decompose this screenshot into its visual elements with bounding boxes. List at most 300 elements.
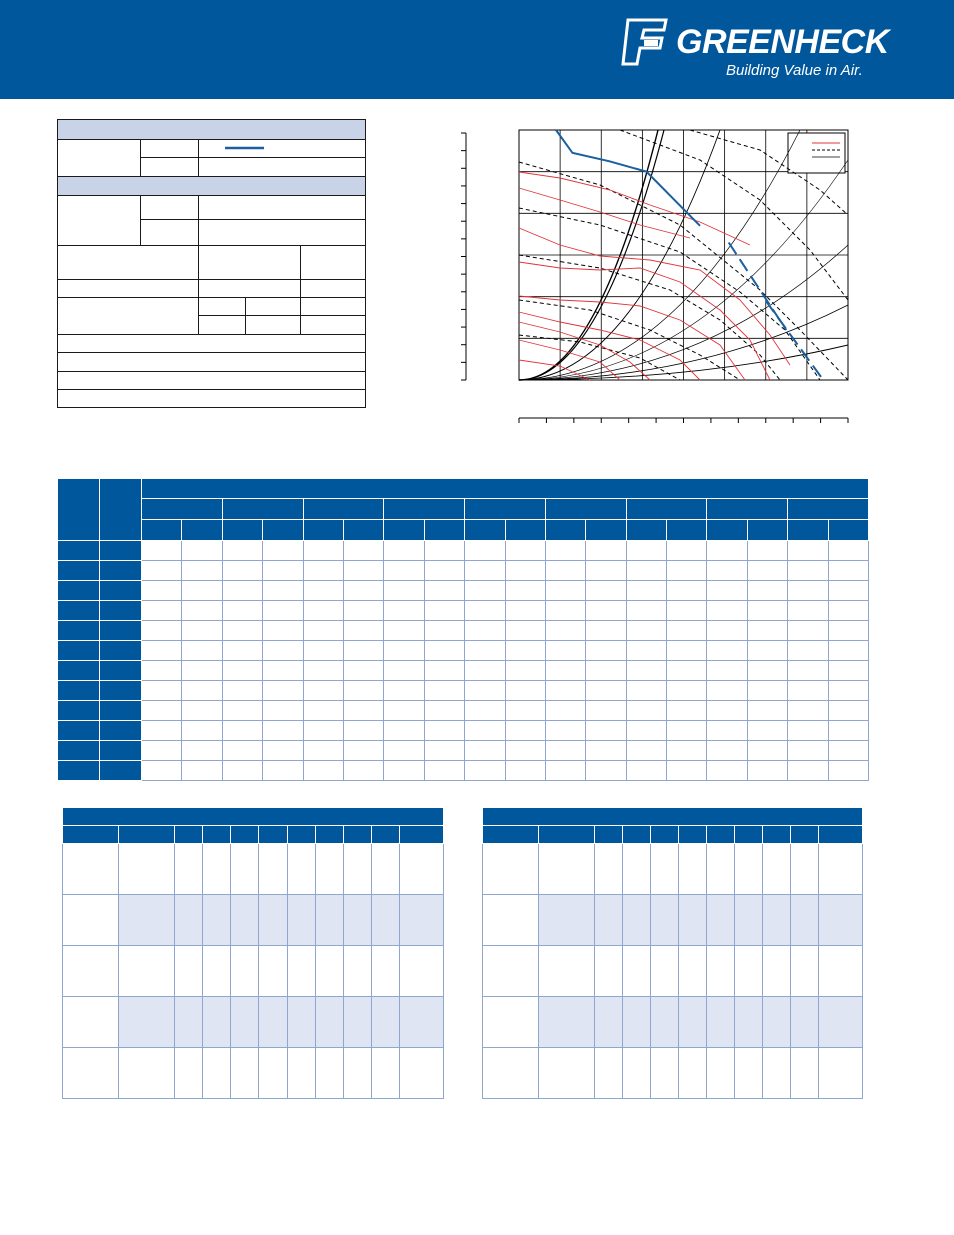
table-cell xyxy=(303,601,343,621)
table-row xyxy=(58,621,869,641)
header-cell xyxy=(384,499,465,520)
header-cell xyxy=(788,499,869,520)
table-cell xyxy=(707,641,747,661)
table-cell xyxy=(142,581,182,601)
table-cell xyxy=(263,621,303,641)
table-cell xyxy=(586,721,626,741)
table-cell xyxy=(222,761,262,781)
header-cell xyxy=(763,826,791,844)
table-cell xyxy=(667,581,707,601)
header-cell xyxy=(222,499,303,520)
table-cell xyxy=(399,1048,443,1099)
table-cell xyxy=(595,895,623,946)
table-cell xyxy=(465,561,505,581)
table-cell xyxy=(505,581,545,601)
table-cell xyxy=(788,761,828,781)
row-header-cell xyxy=(58,601,100,621)
table-cell xyxy=(707,661,747,681)
table-cell xyxy=(424,541,464,561)
table-row xyxy=(63,844,444,895)
header-cell xyxy=(788,520,828,541)
table-cell xyxy=(175,895,203,946)
table-cell xyxy=(707,761,747,781)
row-header-cell xyxy=(58,701,100,721)
chart-fan-curve-dashed xyxy=(519,300,740,380)
table-cell xyxy=(545,581,585,601)
table-cell xyxy=(371,844,399,895)
table-cell xyxy=(545,641,585,661)
table-cell xyxy=(747,601,787,621)
table-cell xyxy=(707,681,747,701)
table-cell xyxy=(465,721,505,741)
chart-power-curve xyxy=(519,296,745,380)
chart-system-curve xyxy=(519,160,848,380)
table-cell xyxy=(788,701,828,721)
table-cell xyxy=(667,761,707,781)
table-cell xyxy=(667,681,707,701)
table-cell xyxy=(707,581,747,601)
row-header-cell xyxy=(100,581,142,601)
header-cell xyxy=(679,826,707,844)
table-cell xyxy=(651,946,679,997)
table-cell xyxy=(343,621,383,641)
table-cell xyxy=(545,681,585,701)
table-cell xyxy=(203,997,231,1048)
header-cell xyxy=(142,520,182,541)
header-cell xyxy=(545,499,626,520)
table-row xyxy=(58,641,869,661)
table-cell xyxy=(505,561,545,581)
header-cell xyxy=(231,826,259,844)
header-cell xyxy=(343,520,383,541)
table-cell xyxy=(483,844,539,895)
row-header-cell xyxy=(100,761,142,781)
header-cell xyxy=(505,520,545,541)
table-cell xyxy=(667,621,707,641)
table-cell xyxy=(828,541,869,561)
table-cell xyxy=(791,946,819,997)
table-cell xyxy=(626,741,666,761)
table-cell xyxy=(303,701,343,721)
table-cell xyxy=(142,721,182,741)
chart-system-curve xyxy=(519,130,664,380)
chart-series-line xyxy=(766,301,824,380)
table-cell xyxy=(182,621,222,641)
header-cell xyxy=(747,520,787,541)
table-cell xyxy=(828,641,869,661)
header-cell xyxy=(303,520,343,541)
header-cell xyxy=(287,826,315,844)
table-cell xyxy=(747,761,787,781)
header-cell xyxy=(626,520,666,541)
table-cell xyxy=(586,661,626,681)
table-cell xyxy=(707,946,735,997)
table-cell xyxy=(545,721,585,741)
table-cell xyxy=(465,541,505,561)
table-row xyxy=(63,895,444,946)
table-cell xyxy=(203,844,231,895)
header-cell xyxy=(707,499,788,520)
table-cell xyxy=(315,1048,343,1099)
table-cell xyxy=(303,561,343,581)
table-cell xyxy=(586,681,626,701)
header-cell xyxy=(735,826,763,844)
table-cell xyxy=(747,661,787,681)
row-header-cell xyxy=(58,761,100,781)
chart-legend xyxy=(788,133,845,173)
table-cell xyxy=(399,946,443,997)
header-cell xyxy=(119,826,175,844)
header-cell xyxy=(343,826,371,844)
table-row xyxy=(58,581,869,601)
table-cell xyxy=(142,741,182,761)
table-cell xyxy=(788,561,828,581)
table-cell xyxy=(735,997,763,1048)
table-cell xyxy=(545,701,585,721)
table-row xyxy=(58,661,869,681)
table-header-row xyxy=(483,808,863,826)
header-cell xyxy=(303,499,384,520)
table-cell xyxy=(586,701,626,721)
table-cell xyxy=(735,844,763,895)
table-cell xyxy=(626,701,666,721)
table-cell xyxy=(287,997,315,1048)
table-cell xyxy=(586,741,626,761)
table-cell xyxy=(343,661,383,681)
table-cell xyxy=(303,721,343,741)
table-cell xyxy=(287,895,315,946)
table-cell xyxy=(399,997,443,1048)
table-cell xyxy=(819,946,863,997)
table-cell xyxy=(707,1048,735,1099)
table-cell xyxy=(667,561,707,581)
table-cell xyxy=(651,1048,679,1099)
table-cell xyxy=(539,844,595,895)
table-cell xyxy=(384,661,424,681)
table-cell xyxy=(465,601,505,621)
table-cell xyxy=(651,997,679,1048)
table-cell xyxy=(788,621,828,641)
table-cell xyxy=(465,621,505,641)
row-header-cell xyxy=(100,601,142,621)
table-cell xyxy=(788,681,828,701)
table-cell xyxy=(586,581,626,601)
table-cell xyxy=(384,641,424,661)
table-cell xyxy=(707,541,747,561)
table-row xyxy=(483,844,863,895)
table-header-row xyxy=(63,826,444,844)
table-cell xyxy=(586,601,626,621)
header-cell xyxy=(222,520,262,541)
table-cell xyxy=(175,997,203,1048)
table-cell xyxy=(747,681,787,701)
row-header-cell xyxy=(58,741,100,761)
table-cell xyxy=(424,561,464,581)
table-cell xyxy=(303,661,343,681)
table-cell xyxy=(667,641,707,661)
table-cell xyxy=(371,946,399,997)
table-cell xyxy=(828,601,869,621)
table-cell xyxy=(259,895,287,946)
table-cell xyxy=(651,844,679,895)
header-cell xyxy=(182,520,222,541)
table-cell xyxy=(119,946,175,997)
table-cell xyxy=(651,895,679,946)
table-cell xyxy=(182,661,222,681)
chart-system-curve xyxy=(519,305,848,380)
table-row xyxy=(483,1048,863,1099)
table-cell xyxy=(222,621,262,641)
chart-fan-curve-dashed xyxy=(690,130,848,215)
row-header-cell xyxy=(100,741,142,761)
header-cell xyxy=(63,826,119,844)
table-cell xyxy=(343,946,371,997)
table-cell xyxy=(465,681,505,701)
table-row xyxy=(58,701,869,721)
header-cell xyxy=(586,520,626,541)
table-cell xyxy=(424,701,464,721)
table-cell xyxy=(828,661,869,681)
table-cell xyxy=(142,641,182,661)
table-cell xyxy=(384,541,424,561)
chart-power-curve xyxy=(519,312,700,380)
table-cell xyxy=(747,721,787,741)
table-cell xyxy=(343,844,371,895)
row-header-cell xyxy=(58,581,100,601)
table-cell xyxy=(505,661,545,681)
table-cell xyxy=(343,895,371,946)
table-cell xyxy=(747,741,787,761)
table-row xyxy=(58,761,869,781)
table-cell xyxy=(545,561,585,581)
table-cell xyxy=(384,581,424,601)
table-cell xyxy=(828,701,869,721)
table-cell xyxy=(343,701,383,721)
table-cell xyxy=(819,844,863,895)
table-cell xyxy=(384,741,424,761)
table-cell xyxy=(545,601,585,621)
table-cell xyxy=(222,721,262,741)
row-header-cell xyxy=(100,641,142,661)
table-cell xyxy=(819,895,863,946)
table-cell xyxy=(788,541,828,561)
row-header-cell xyxy=(58,561,100,581)
table-cell xyxy=(505,741,545,761)
table-cell xyxy=(384,761,424,781)
sound-table-right xyxy=(482,807,863,1099)
table-cell xyxy=(545,741,585,761)
table-cell xyxy=(539,946,595,997)
header-cell xyxy=(483,826,539,844)
table-cell xyxy=(465,701,505,721)
brand-name: GREENHECK xyxy=(676,23,889,61)
table-cell xyxy=(626,721,666,741)
table-cell xyxy=(263,681,303,701)
row-header-cell xyxy=(100,681,142,701)
table-cell xyxy=(222,581,262,601)
chart-series-line xyxy=(556,130,700,226)
table-cell xyxy=(626,761,666,781)
table-row xyxy=(58,741,869,761)
table-cell xyxy=(539,997,595,1048)
table-cell xyxy=(539,895,595,946)
table-cell xyxy=(63,997,119,1048)
chart-fan-curve-dashed xyxy=(519,208,820,380)
table-cell xyxy=(667,701,707,721)
header-cell xyxy=(539,826,595,844)
table-cell xyxy=(182,641,222,661)
table-cell xyxy=(679,1048,707,1099)
header-cell xyxy=(203,826,231,844)
header-cell xyxy=(651,826,679,844)
chart-fan-curve-dashed xyxy=(620,130,848,300)
chart-fan-curve-dashed xyxy=(519,335,680,380)
table-cell xyxy=(595,946,623,997)
row-header-cell xyxy=(58,641,100,661)
table-cell xyxy=(667,601,707,621)
table-cell xyxy=(263,761,303,781)
table-cell xyxy=(465,581,505,601)
table-cell xyxy=(142,661,182,681)
table-cell xyxy=(828,561,869,581)
table-cell xyxy=(465,641,505,661)
table-cell xyxy=(623,946,651,997)
table-cell xyxy=(343,601,383,621)
table-cell xyxy=(287,1048,315,1099)
chart-system-curve xyxy=(519,130,720,380)
table-cell xyxy=(222,541,262,561)
table-row xyxy=(58,681,869,701)
table-cell xyxy=(667,721,707,741)
table-cell xyxy=(791,997,819,1048)
table-cell xyxy=(545,761,585,781)
table-cell xyxy=(343,761,383,781)
table-cell xyxy=(263,721,303,741)
table-cell xyxy=(595,997,623,1048)
table-cell xyxy=(231,895,259,946)
brand-tagline: Building Value in Air. xyxy=(726,62,863,79)
header-cell xyxy=(100,479,142,541)
header-cell xyxy=(707,520,747,541)
table-cell xyxy=(788,721,828,741)
chart-series-line xyxy=(729,243,787,331)
table-cell xyxy=(735,946,763,997)
chart-power-curve xyxy=(519,340,620,380)
table-cell xyxy=(788,741,828,761)
page-header xyxy=(0,0,954,99)
table-cell xyxy=(465,661,505,681)
table-cell xyxy=(343,581,383,601)
table-cell xyxy=(222,661,262,681)
table-cell xyxy=(142,761,182,781)
table-cell xyxy=(343,1048,371,1099)
table-cell xyxy=(545,621,585,641)
table-cell xyxy=(788,641,828,661)
header-cell xyxy=(58,479,100,541)
chart-system-curve xyxy=(519,130,658,380)
table-cell xyxy=(231,844,259,895)
table-cell xyxy=(667,661,707,681)
header-cell xyxy=(63,808,444,826)
table-cell xyxy=(763,1048,791,1099)
table-row xyxy=(483,895,863,946)
table-cell xyxy=(623,1048,651,1099)
table-cell xyxy=(343,997,371,1048)
table-cell xyxy=(424,621,464,641)
table-cell xyxy=(424,681,464,701)
table-row xyxy=(63,997,444,1048)
row-header-cell xyxy=(58,541,100,561)
table-cell xyxy=(735,1048,763,1099)
table-cell xyxy=(791,1048,819,1099)
table-cell xyxy=(483,1048,539,1099)
table-cell xyxy=(222,701,262,721)
table-cell xyxy=(586,621,626,641)
header-cell xyxy=(384,520,424,541)
table-cell xyxy=(399,844,443,895)
table-row xyxy=(58,561,869,581)
table-cell xyxy=(231,997,259,1048)
chart-system-curve xyxy=(519,130,800,380)
table-header-row xyxy=(483,826,863,844)
table-cell xyxy=(679,844,707,895)
table-cell xyxy=(626,641,666,661)
chart-power-curve xyxy=(519,188,690,238)
table-cell xyxy=(343,641,383,661)
table-cell xyxy=(763,946,791,997)
table-cell xyxy=(263,701,303,721)
table-cell xyxy=(142,561,182,581)
table-cell xyxy=(343,721,383,741)
sound-table-left xyxy=(62,807,444,1099)
table-cell xyxy=(586,641,626,661)
table-cell xyxy=(424,661,464,681)
table-cell xyxy=(142,701,182,721)
table-cell xyxy=(259,946,287,997)
table-cell xyxy=(707,741,747,761)
table-cell xyxy=(263,541,303,561)
table-cell xyxy=(623,895,651,946)
table-cell xyxy=(303,741,343,761)
table-cell xyxy=(679,997,707,1048)
table-cell xyxy=(119,1048,175,1099)
header-cell xyxy=(828,520,869,541)
header-cell xyxy=(791,826,819,844)
chart-power-curve xyxy=(519,322,650,380)
table-cell xyxy=(182,701,222,721)
table-cell xyxy=(465,741,505,761)
table-cell xyxy=(182,581,222,601)
table-cell xyxy=(371,1048,399,1099)
table-cell xyxy=(679,946,707,997)
table-cell xyxy=(259,1048,287,1099)
table-cell xyxy=(371,997,399,1048)
table-cell xyxy=(707,895,735,946)
table-cell xyxy=(747,581,787,601)
table-cell xyxy=(791,895,819,946)
header-cell xyxy=(623,826,651,844)
table-cell xyxy=(586,561,626,581)
table-cell xyxy=(667,541,707,561)
table-cell xyxy=(222,681,262,701)
table-cell xyxy=(828,761,869,781)
chart-fan-curve-dashed xyxy=(519,255,780,380)
table-cell xyxy=(424,741,464,761)
table-row xyxy=(58,721,869,741)
table-cell xyxy=(747,701,787,721)
table-cell xyxy=(667,741,707,761)
table-cell xyxy=(424,581,464,601)
